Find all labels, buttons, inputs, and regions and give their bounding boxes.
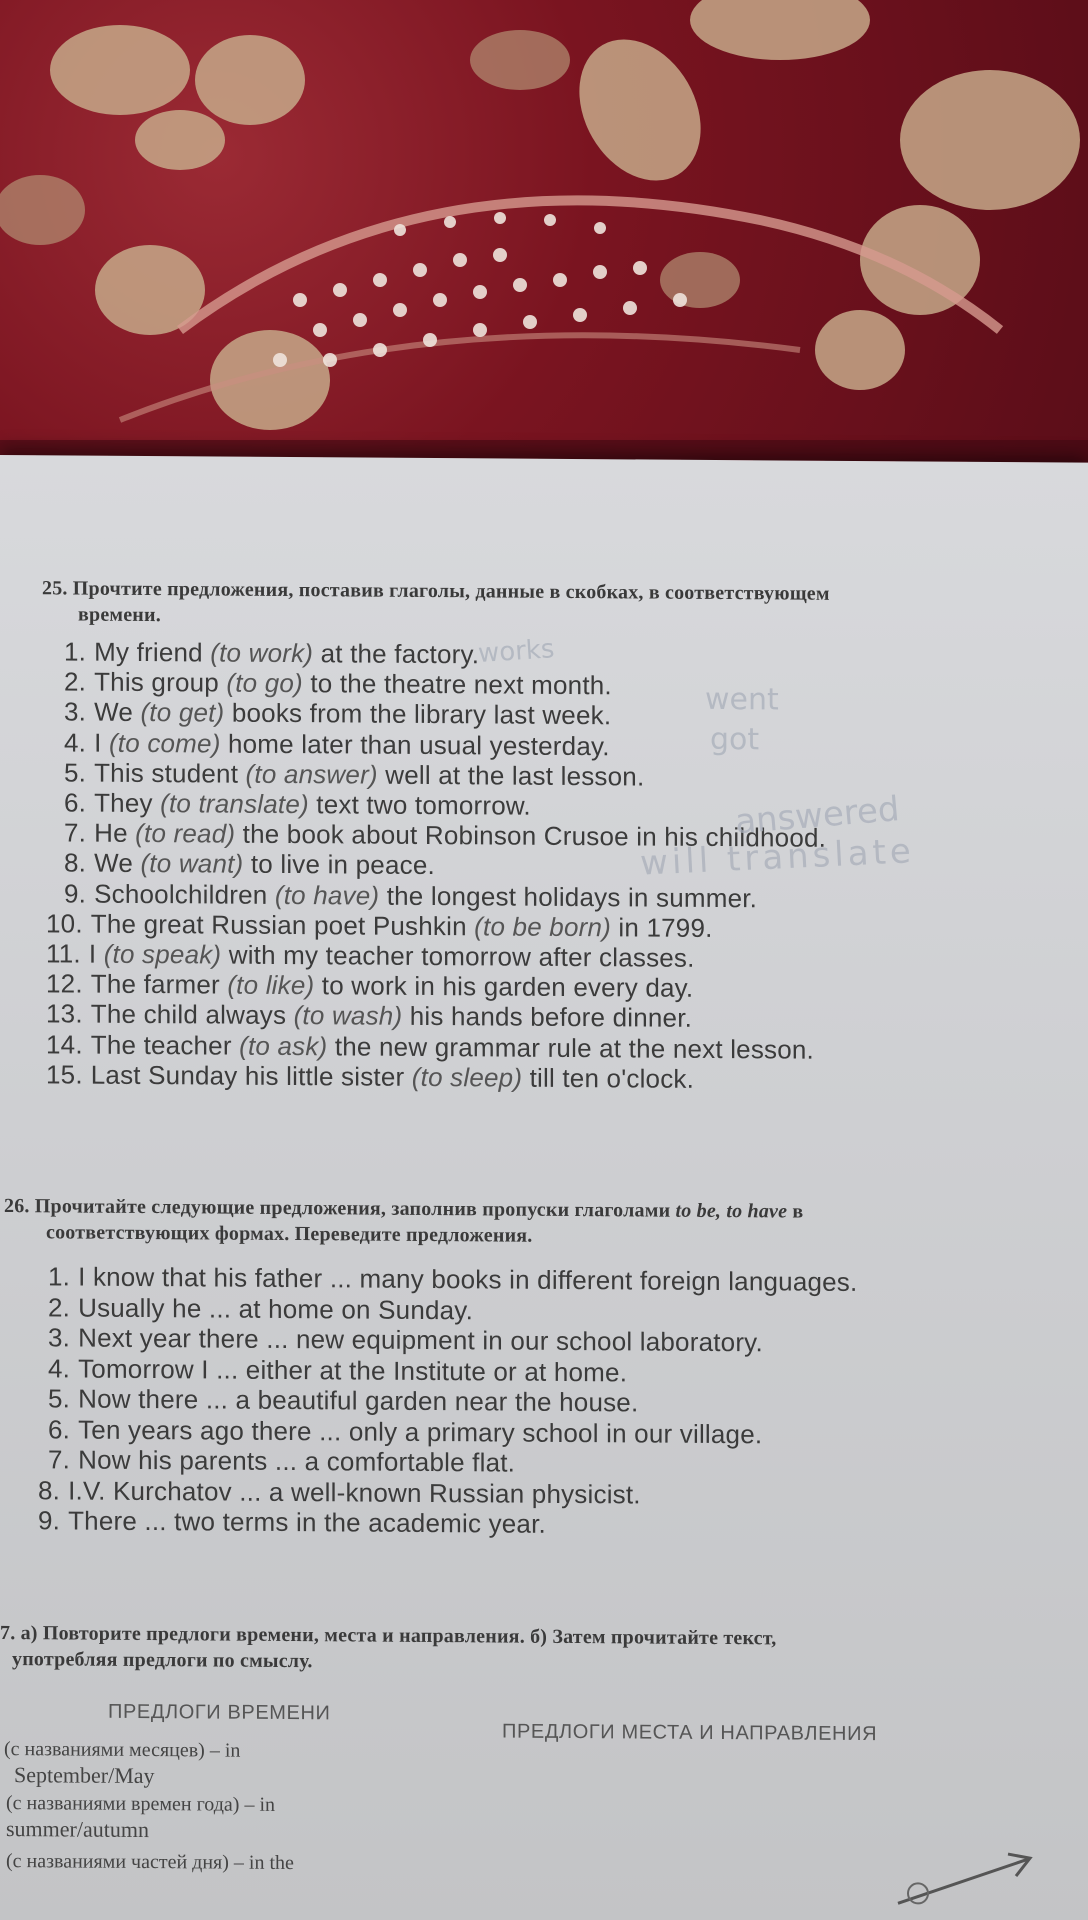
item-number: 4.: [64, 727, 87, 758]
sentence-end: at the factory.: [313, 638, 480, 670]
time-line-4: summer/autumn: [6, 1816, 149, 1843]
verb-in-brackets: (to translate): [160, 788, 309, 820]
time-line-5: (с названиями частей дня) – in the: [6, 1850, 294, 1875]
item-number: 4.: [48, 1352, 71, 1383]
exercise-25-item: [64, 847, 435, 882]
item-number: 13.: [46, 998, 83, 1029]
exercise-26-verbs: to be, to have: [675, 1199, 788, 1223]
sentence-end: in 1799.: [610, 912, 713, 943]
pencil-arrow-icon: [888, 1843, 1048, 1914]
item-number: 6.: [64, 787, 87, 818]
item-number: 2.: [48, 1291, 71, 1322]
column-heading-time: ПРЕДЛОГИ ВРЕМЕНИ: [108, 1700, 331, 1725]
sentence-start: We: [94, 697, 141, 728]
item-number: 2.: [64, 666, 87, 697]
sentence-end: the book about Robinson Crusoe in his childhood.: [235, 818, 827, 853]
sentence-start: He: [94, 817, 136, 849]
textbook-page: [0, 455, 1088, 1920]
handwritten-answer-2: went: [705, 681, 779, 718]
sentence-end: home later than usual yesterday.: [220, 728, 610, 761]
exercise-27-instruction: 7. а) Повторите предлоги времени, места и направления. б) Затем прочитайте текст,: [0, 1622, 777, 1650]
verb-in-brackets: (to be born): [474, 911, 611, 943]
verb-in-brackets: (to sleep): [411, 1061, 523, 1093]
verb-in-brackets: (to ask): [239, 1030, 328, 1061]
item-number: 5.: [48, 1383, 71, 1414]
sentence-text: Now there ... a beautiful garden near the house.: [78, 1383, 639, 1418]
exercise-26-item: [48, 1291, 473, 1326]
item-number: 3.: [48, 1322, 71, 1353]
sentence-end: to work in his garden every day.: [314, 970, 694, 1004]
item-number: 8.: [38, 1474, 61, 1505]
handwritten-answer-5: answered: [733, 789, 901, 843]
item-number: 14.: [46, 1028, 83, 1060]
sentence-end: with my teacher tomorrow after classes.: [221, 939, 695, 973]
sentence-text: There ... two terms in the academic year.: [68, 1505, 546, 1539]
sentence-start: This student: [94, 757, 246, 789]
item-number: 7.: [64, 817, 87, 848]
column-heading-place: ПРЕДЛОГИ МЕСТА И НАПРАВЛЕНИЯ: [502, 1720, 878, 1746]
verb-in-brackets: (to wash): [293, 1000, 403, 1032]
sentence-start: Schoolchildren: [94, 878, 275, 910]
time-line-3: (с названиями времен года) – in: [6, 1792, 275, 1816]
exercise-25-instruction: 25. Прочтите предложения, поставив глаголы, данные в скобках, в соответствующем: [42, 577, 830, 605]
time-line-1: (с названиями месяцев) – in: [4, 1738, 241, 1762]
sentence-text: Usually he ... at home on Sunday.: [78, 1292, 473, 1325]
carpet-pattern: [0, 0, 1088, 520]
sentence-text: Tomorrow I ... either at the Institute or at home.: [78, 1353, 628, 1387]
sentence-end: books from the library last week.: [224, 697, 612, 731]
sentence-text: Ten years ago there ... only a primary school in our village.: [78, 1414, 763, 1449]
sentence-start: This group: [94, 666, 227, 698]
exercise-25-instruction-end: времени.: [78, 603, 161, 627]
exercise-25-item: [46, 1058, 694, 1095]
sentence-end: the new grammar rule at the next lesson.: [327, 1030, 814, 1065]
sentence-start: We: [94, 848, 141, 879]
exercise-26-instruction-end: соответствующих формах. Переведите предложения.: [46, 1221, 533, 1247]
page-content: [0, 455, 1088, 1920]
item-number: 6.: [48, 1413, 71, 1444]
sentence-start: My friend: [94, 636, 211, 668]
sentence-text: I.V. Kurchatov ... a well-known Russian physicist.: [68, 1474, 641, 1509]
handwritten-answer-3: got: [710, 721, 760, 758]
exercise-26-instruction-tail: в: [787, 1200, 804, 1223]
exercise-26-item: [38, 1504, 546, 1540]
sentence-start: I: [88, 938, 104, 969]
exercise-25-heading: [42, 575, 1062, 634]
verb-in-brackets: (to come): [108, 727, 221, 759]
sentence-text: I know that his father ... many books in different foreign languages.: [78, 1261, 858, 1297]
item-number: 1.: [48, 1261, 71, 1292]
sentence-end: till ten o'clock.: [522, 1062, 695, 1094]
verb-in-brackets: (to speak): [103, 938, 222, 970]
item-number: 3.: [64, 696, 87, 727]
sentence-start: They: [94, 787, 161, 819]
verb-in-brackets: (to want): [140, 848, 244, 880]
sentence-start: I: [94, 727, 109, 758]
exercise-26-instruction: 26. Прочитайте следующие предложения, заполнив пропуски глаголами: [4, 1195, 676, 1222]
sentence-start: The child always: [90, 999, 294, 1031]
handwritten-answer-1: works: [477, 634, 556, 669]
item-number: 5.: [64, 757, 87, 788]
verb-in-brackets: (to work): [210, 637, 314, 669]
sentence-start: The farmer: [90, 968, 228, 1000]
handwritten-answer-6: will translate: [639, 831, 916, 884]
item-number: 8.: [64, 847, 87, 878]
item-number: 7.: [48, 1444, 71, 1475]
sentence-text: Now his parents ... a comfortable flat.: [78, 1444, 516, 1478]
sentence-end: his hands before dinner.: [402, 1001, 693, 1034]
verb-in-brackets: (to go): [226, 667, 303, 699]
time-line-2: September/May: [14, 1762, 155, 1789]
verb-in-brackets: (to have): [274, 879, 380, 911]
item-number: 11.: [46, 938, 81, 969]
exercise-26-item: [48, 1443, 515, 1478]
exercise-27-heading: [0, 1620, 1080, 1680]
sentence-start: The great Russian poet Pushkin: [90, 908, 475, 942]
sentence-text: Next year there ... new equipment in our school laboratory.: [78, 1322, 763, 1358]
item-number: 9.: [64, 878, 87, 909]
sentence-end: the longest holidays in summer.: [379, 880, 758, 913]
item-number: 9.: [38, 1505, 61, 1536]
item-number: 15.: [46, 1059, 83, 1090]
sentence-start: Last Sunday his little sister: [90, 1059, 412, 1092]
verb-in-brackets: (to read): [135, 818, 236, 849]
exercise-26-heading: [4, 1193, 1074, 1252]
sentence-end: to live in peace.: [243, 849, 435, 881]
sentence-end: text two tomorrow.: [308, 789, 531, 821]
exercise-27-instruction-end: употребляя предлоги по смыслу.: [12, 1648, 313, 1673]
sentence-end: well at the last lesson.: [377, 759, 645, 792]
sentence-end: to the theatre next month.: [302, 668, 612, 701]
item-number: 12.: [46, 968, 83, 999]
item-number: 10.: [46, 908, 83, 939]
item-number: 1.: [64, 636, 87, 667]
verb-in-brackets: (to answer): [245, 758, 378, 790]
sentence-start: The teacher: [90, 1029, 240, 1061]
verb-in-brackets: (to get): [140, 697, 225, 728]
verb-in-brackets: (to like): [227, 969, 315, 1001]
